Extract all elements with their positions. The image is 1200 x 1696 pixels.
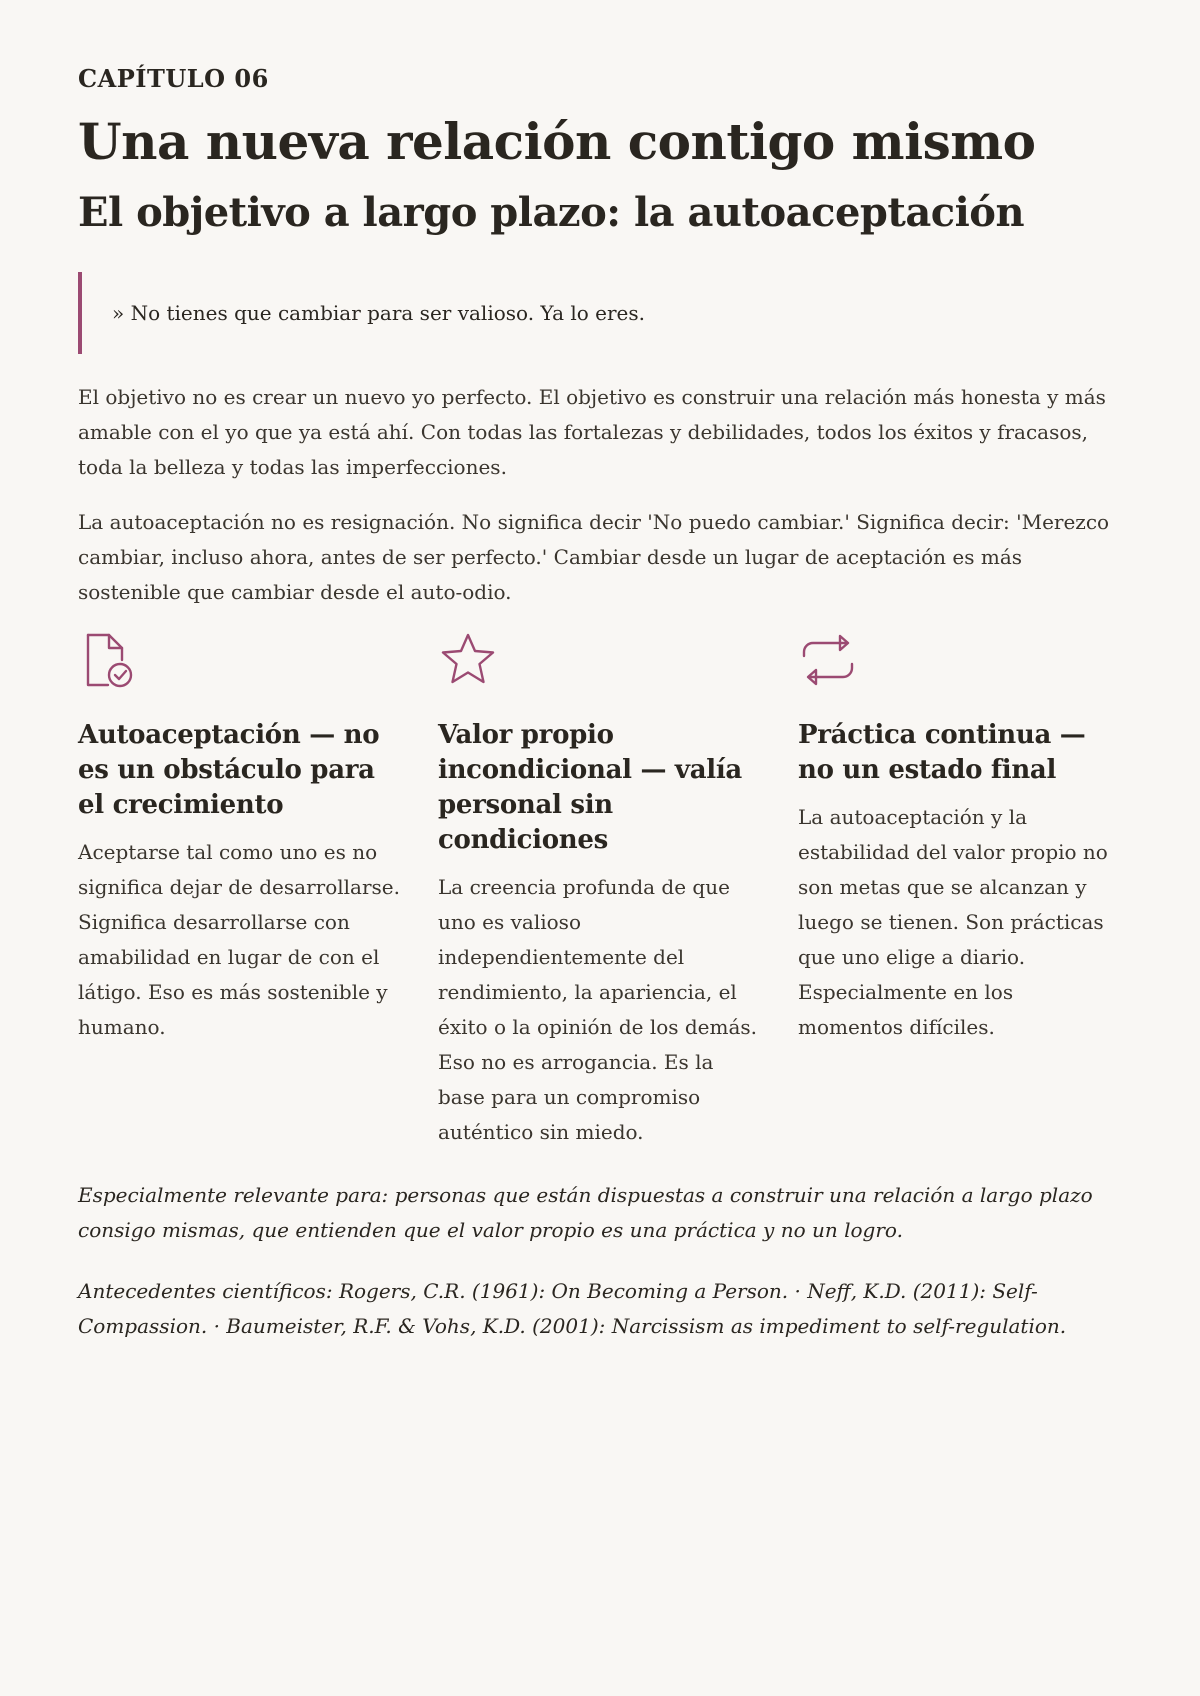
concept-text: Aceptarse tal como uno es no significa dejar de desarrollarse. Significa desarrollarse con amabilidad en lugar de con el látigo. Eso es más sostenible y humano. [78, 840, 400, 1039]
concept-title: Autoaceptación — no es un obstáculo para el crecimiento [78, 720, 380, 820]
document-check-icon [78, 630, 138, 690]
repeat-arrows-icon [798, 630, 858, 690]
concept-title: Valor propio incondicional — valía personal sin condiciones [438, 720, 742, 855]
chapter-label: CAPÍTULO 06 [78, 64, 269, 93]
star-icon [438, 630, 498, 690]
page-subtitle: El objetivo a largo plazo: la autoaceptación [78, 189, 1025, 236]
concept-column-self-worth [438, 630, 762, 1150]
references-note: Antecedentes científicos: Rogers, C.R. (1961): On Becoming a Person. · Neff, K.D. (2011): Self-Compassion. · Baumeister, R.F. & Vohs, K.D. (2001): Narcissism as impediment to self-regulation. [78, 1279, 1067, 1338]
concept-column-self-acceptance [78, 630, 402, 1150]
pull-quote-text: » No tienes que cambiar para ser valioso. Ya lo eres. [112, 301, 645, 325]
concept-columns [78, 630, 1122, 1150]
concept-text: La creencia profunda de que uno es valioso independientemente del rendimiento, la apariencia, el éxito o la opinión de los demás. Eso no es arrogancia. Es la base para un compromiso auténtico sin miedo. [438, 875, 758, 1144]
relevance-note: Especialmente relevante para: personas que están dispuestas a construir una relación a largo plazo consigo mismas, que entienden que el valor propio es una práctica y no un logro. [78, 1183, 1093, 1242]
page-title: Una nueva relación contigo mismo [78, 112, 1036, 171]
body-paragraph-1: El objetivo no es crear un nuevo yo perfecto. El objetivo es construir una relación más honesta y más amable con el yo que ya está ahí. Con todas las fortalezas y debilidades, todos los éxitos y fracasos, toda la belleza y todas las imperfecciones. [78, 385, 1106, 479]
concept-title: Práctica continua — no un estado final [798, 720, 1086, 785]
concept-text: La autoaceptación y la estabilidad del valor propio no son metas que se alcanzan y luego se tienen. Son prácticas que uno elige a diario. Especialmente en los momentos difíciles. [798, 805, 1108, 1039]
body-paragraph-2: La autoaceptación no es resignación. No significa decir 'No puedo cambiar.' Significa decir: 'Merezco cambiar, incluso ahora, antes de ser perfecto.' Cambiar desde un lugar de aceptación es más sostenible que cambiar desde el auto-odio. [78, 510, 1110, 604]
concept-column-practice [798, 630, 1122, 1150]
pull-quote [78, 272, 1122, 354]
